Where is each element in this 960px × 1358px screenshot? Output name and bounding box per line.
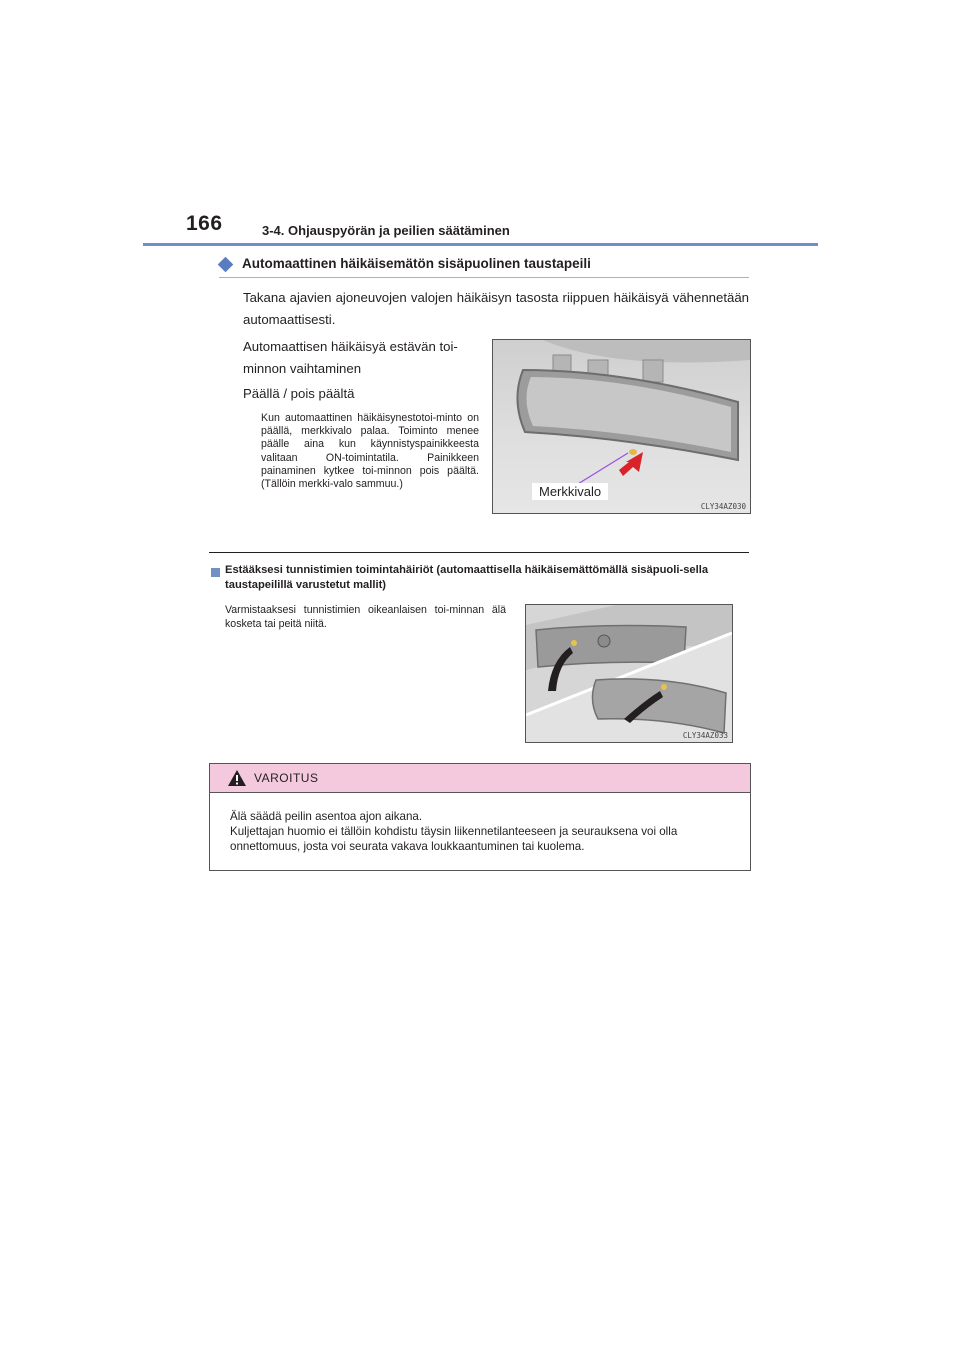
section-title: Automaattinen häikäisemätön sisäpuolinen taustapeili: [242, 256, 591, 271]
mirror-figure: [492, 339, 751, 514]
warning-box: [209, 763, 751, 871]
sensor-note-title: Estääksesi tunnistimien toimintahäiriöt (automaattisella häikäisemättömällä sisäpuoli-sella taustapeilillä varustetut mallit): [225, 564, 709, 591]
warning-header: [210, 764, 750, 793]
indicator-label: Merkkivalo: [532, 483, 608, 500]
figure-code: CLY34AZ030: [700, 502, 746, 511]
sensor-illustration: [526, 605, 732, 742]
section-heading: [219, 255, 749, 278]
diamond-bullet-icon: [218, 257, 234, 273]
square-bullet-icon: [211, 568, 220, 577]
intro-paragraph: Takana ajavien ajoneuvojen valojen häikäisyn tasosta riippuen häikäisyä vähennetään automaattisesti.: [243, 290, 749, 327]
toggle-label: Päällä / pois päältä: [243, 386, 355, 401]
section-divider: [209, 552, 749, 553]
header-rule: [143, 243, 818, 246]
chapter-title: 3-4. Ohjauspyörän ja peilien säätäminen: [262, 223, 510, 238]
warning-body: [230, 809, 742, 854]
indicator-note: Kun automaattinen häikäisynestotoi-minto on päällä, merkkivalo palaa. Toiminto menee päälle aina kun käynnistyspainikkeesta valitaan ON-toimintatila. Painikkeen painaminen kytkee toi-minnon pois päältä. (Tällöin merkki-valo sammuu.): [261, 412, 479, 491]
warning-title: VAROITUS: [254, 771, 319, 785]
figure-code-2: CLY34AZ033: [682, 731, 728, 740]
warning-triangle-icon: [228, 770, 246, 786]
sensor-note-body: Varmistaaksesi tunnistimien oikeanlaisen toi-minnan älä kosketa tai peitä niitä.: [225, 604, 506, 630]
sensor-figure: [525, 604, 733, 743]
warning-line-1: Älä säädä peilin asentoa ajon aikana.: [230, 810, 423, 823]
subheading: Automaattisen häikäisyä estävän toi-minnon vaihtaminen: [243, 339, 458, 376]
page-number: 166: [186, 212, 223, 235]
warning-line-2: Kuljettajan huomio ei tällöin kohdistu täysin liikennetilanteeseen ja seurauksena voi olla onnettomuus, josta voi seurata vakava loukkaantuminen tai kuolema.: [230, 825, 678, 853]
